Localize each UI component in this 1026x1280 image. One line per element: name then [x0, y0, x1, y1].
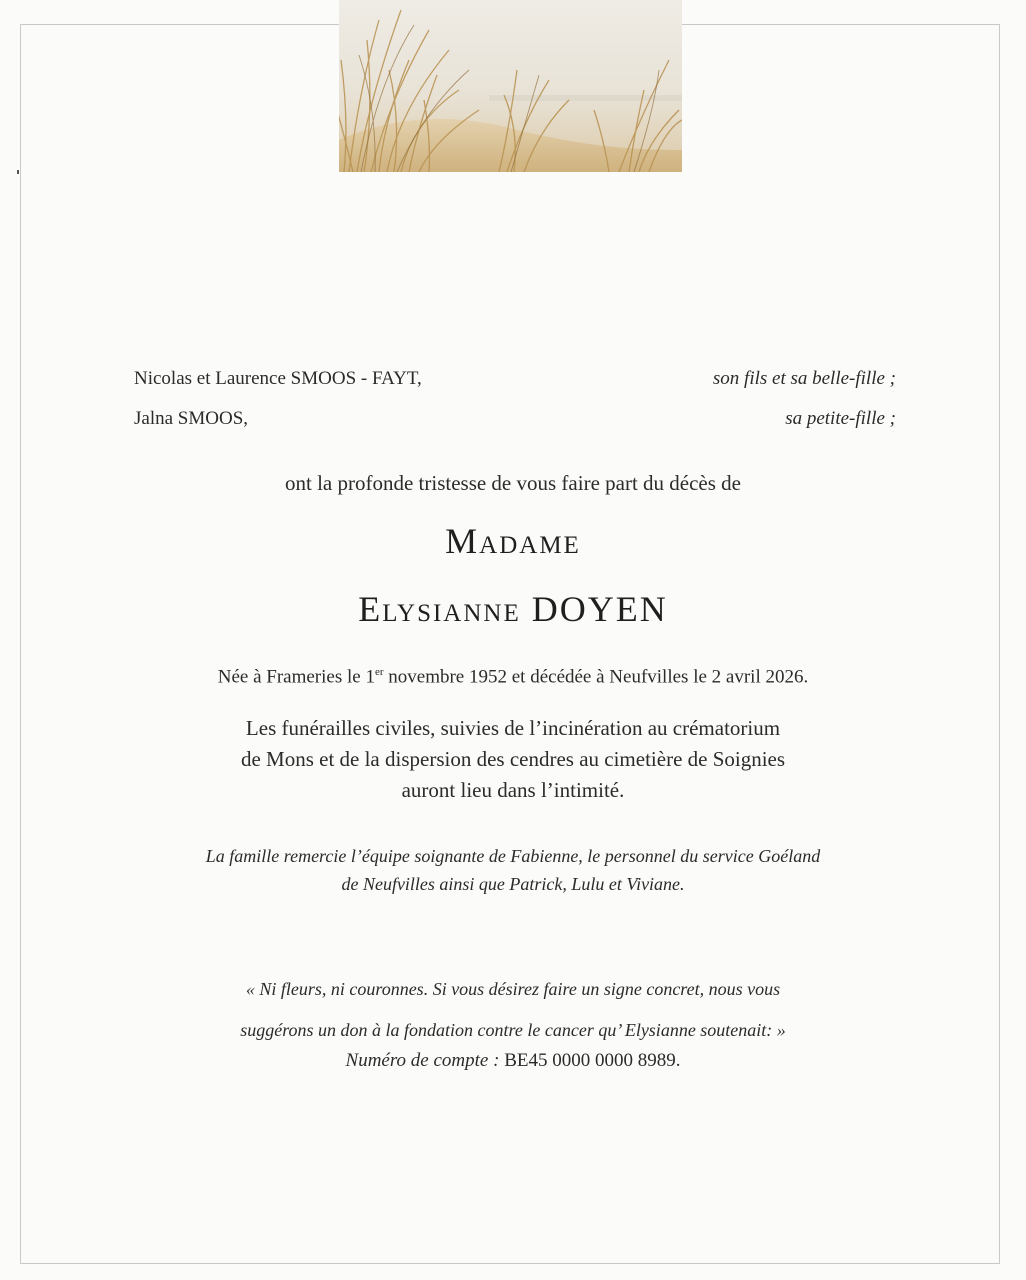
page-border: [20, 24, 1000, 1264]
honorific-title: Madame: [445, 521, 581, 561]
announcement-intro: ont la profonde tristesse de vous faire part du décès de: [284, 471, 741, 495]
account-label: Numéro de compte :: [345, 1050, 500, 1071]
family-relation-son: son fils et sa belle-fille ;: [712, 368, 896, 389]
family-name-son: Nicolas et Laurence SMOOS - FAYT,: [134, 368, 422, 389]
birth-text-end: novembre 1952 et décédée à Neufvilles le 2 avril 2026.: [383, 666, 809, 688]
account-number: BE45 0000 0000 8989.: [504, 1050, 681, 1071]
deceased-name: Elysianne DOYEN: [358, 589, 668, 629]
scan-speck: [17, 170, 19, 174]
birth-death-line: [0, 666, 1026, 688]
quote-line-2: suggérons un don à la fondation contre le cancer qu’ Elysianne soutenait: »: [240, 1020, 786, 1040]
thanks-line-2: de Neufvilles ainsi que Patrick, Lulu et Viviane.: [341, 874, 685, 894]
funeral-details: [0, 713, 1026, 806]
family-row-granddaughter: [134, 408, 896, 430]
donation-request: [0, 969, 1026, 1051]
birth-ordinal-sup: er: [374, 666, 384, 678]
funeral-line-2: de Mons et de la dispersion des cendres au cimetière de Soignies: [240, 747, 786, 771]
family-relation-granddaughter: sa petite-fille ;: [785, 408, 896, 429]
funeral-line-1: Les funérailles civiles, suivies de l’incinération au crématorium: [245, 716, 781, 740]
quote-line-1: « Ni fleurs, ni couronnes. Si vous désirez faire un signe concret, nous vous: [245, 979, 781, 999]
family-name-granddaughter: Jalna SMOOS,: [134, 408, 249, 429]
funeral-line-3: auront lieu dans l’intimité.: [401, 778, 625, 802]
family-thanks: [0, 842, 1026, 898]
thanks-line-1: La famille remercie l’équipe soignante de Fabienne, le personnel du service Goéland: [205, 846, 821, 866]
family-row-son: [134, 368, 896, 390]
dune-grass-photo: [339, 0, 682, 172]
birth-text-start: Née à Frameries le 1: [217, 666, 375, 688]
bank-account-line: [0, 1050, 1026, 1072]
